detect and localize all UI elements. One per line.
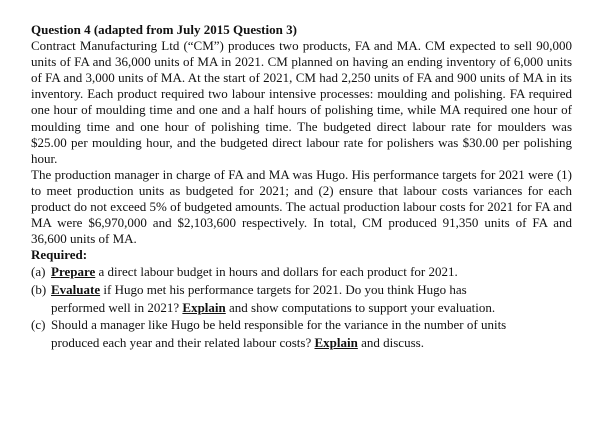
scenario-paragraph-1: Contract Manufacturing Ltd (“CM”) produces two products, FA and MA. CM expected to sell 90,000 units of FA and 36,000 units of MA in 2021. CM planned on having an ending inventory of 6,000 units of FA and 3,000 units of MA. At the start of 2021, CM had 2,250 units of FA and 900 units of MA in its inventory. Each product required two labour intensive processes: moulding and polishing. FA required one hour of moulding time and one and a half hours of polishing time, while MA required one hour of moulding time and one hour of polishing time. The budgeted direct labour rate for moulders was $25.00 per moulding hour, and the budgeted direct labour rate for polishers was $30.00 per polishing hour. [31, 38, 572, 166]
required-heading: Required: [31, 247, 88, 263]
task-c-keyword: Explain [314, 334, 358, 350]
question-title: Question 4 (adapted from July 2015 Question 3) [31, 22, 297, 37]
task-c-text-start: Should a manager like Hugo be held responsible for the variance in the number of units produced each year and their related labour costs? [51, 317, 507, 350]
task-b-keyword: Evaluate [51, 282, 101, 297]
task-b [31, 281, 572, 316]
task-b-label: (b) [31, 282, 47, 297]
task-a-label: (a) [31, 264, 46, 280]
task-a-body [51, 263, 521, 281]
task-c [31, 316, 572, 351]
task-b-body [51, 281, 521, 316]
scenario-paragraph-2: The production manager in charge of FA and MA was Hugo. His performance targets for 2021 were (1) to meet production units as budgeted for 2021; and (2) ensure that labour costs variances for each product do not exceed 5% of budgeted amounts. The actual production labour costs for 2021 for FA and MA were $6,970,000 and $2,103,600 respectively. In total, CM produced 91,350 units of FA and 36,600 units of MA. [31, 166, 572, 247]
task-c-text-end: and discuss. [357, 334, 424, 350]
question-document [31, 22, 572, 351]
task-b-text-mid: if Hugo met his performance targets for 2021. Do you think Hugo has performed well in 2021? [51, 282, 467, 315]
task-a-keyword: Prepare [51, 264, 96, 280]
task-c-body [51, 316, 521, 351]
task-a-text: a direct labour budget in hours and dollars for each product for 2021. [95, 264, 458, 280]
task-b-text-end: and show computations to support your evaluation. [225, 299, 496, 315]
task-a [31, 263, 572, 281]
task-b-keyword-2: Explain [182, 299, 226, 315]
task-c-label: (c) [31, 317, 46, 333]
